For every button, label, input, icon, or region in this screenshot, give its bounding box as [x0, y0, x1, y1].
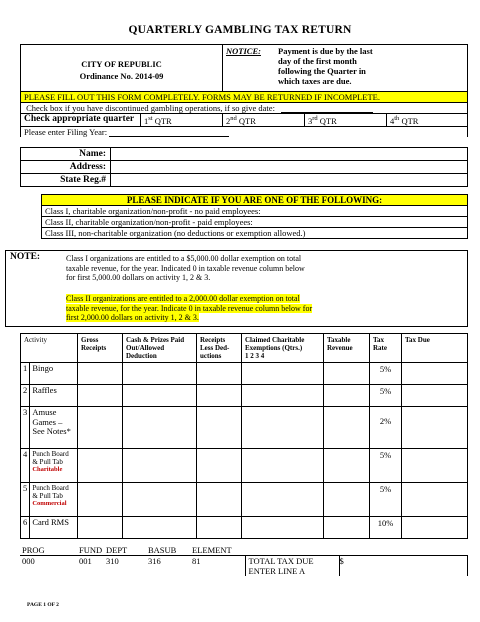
tax-due-cell[interactable] — [402, 517, 468, 539]
class-3-option[interactable]: Class III, non-charitable organization (no deductions or exemption allowed.) — [42, 228, 468, 239]
notice-line: Payment is due by the last — [278, 46, 373, 56]
cash-prizes-cell[interactable] — [123, 407, 197, 449]
table-row — [21, 449, 468, 483]
row-number: 2 — [21, 385, 30, 407]
city-name: CITY OF REPUBLIC — [81, 59, 162, 69]
table-row — [21, 483, 468, 517]
tax-rate-cell: 2% — [370, 407, 402, 449]
notice-label: NOTICE: — [226, 46, 261, 56]
receipts-less-cell[interactable] — [197, 407, 242, 449]
taxable-cell[interactable] — [324, 483, 370, 517]
class-header: PLEASE INDICATE IF YOU ARE ONE OF THE FOLLOWING: — [42, 195, 468, 206]
claimed-cell[interactable] — [242, 449, 324, 483]
acct-value: 81 — [192, 556, 201, 566]
name-label: Name: — [21, 148, 111, 161]
notice-line: day of the first month — [278, 56, 357, 66]
address-label: Address: — [21, 161, 111, 174]
cash-prizes-cell[interactable] — [123, 385, 197, 407]
acct-value: 310 — [106, 556, 119, 566]
table-row — [21, 385, 468, 407]
row-number: 1 — [21, 363, 30, 385]
row-number: 3 — [21, 407, 30, 449]
table-row — [21, 363, 468, 385]
tax-due-cell[interactable] — [402, 483, 468, 517]
cash-prizes-cell[interactable] — [123, 483, 197, 517]
taxable-cell[interactable] — [324, 449, 370, 483]
col-tax-rate: Tax Rate — [370, 334, 402, 363]
tax-rate-cell: 5% — [370, 385, 402, 407]
col-cash-prizes: Cash & Prizes Paid Out/Allowed Deduction — [123, 334, 197, 363]
tax-rate-cell: 10% — [370, 517, 402, 539]
state-reg-field[interactable] — [111, 174, 468, 187]
cash-prizes-cell[interactable] — [123, 449, 197, 483]
cash-prizes-cell[interactable] — [123, 363, 197, 385]
gross-receipts-cell[interactable] — [78, 407, 123, 449]
activity-name: Amuse Games – See Notes* — [30, 407, 78, 449]
activity-name: Punch Board & Pull Tab Charitable — [30, 449, 78, 483]
activity-table — [20, 333, 468, 539]
claimed-cell[interactable] — [242, 363, 324, 385]
receipts-less-cell[interactable] — [197, 385, 242, 407]
notice-line: following the Quarter in — [278, 66, 366, 76]
activity-name: Raffles — [30, 385, 78, 407]
note-class-1 — [66, 254, 366, 283]
claimed-cell[interactable] — [242, 517, 324, 539]
note-line: taxable revenue, for the year. Indicate 0 in taxable revenue column below for — [66, 303, 313, 313]
note-line: taxable revenue, for the year. Indicated 0 in taxable revenue column below — [66, 263, 305, 273]
form-title: QUARTERLY GAMBLING TAX RETURN — [128, 24, 352, 36]
class-2-option[interactable]: Class II, charitable organization/non-profit - paid employees: — [42, 217, 468, 228]
gross-receipts-cell[interactable] — [78, 449, 123, 483]
note-line: Class II organizations are entitled to a 2,000.00 dollar exemption on total — [66, 294, 300, 303]
quarter-1-box[interactable]: 1st QTR — [141, 114, 223, 127]
gross-receipts-cell[interactable] — [78, 483, 123, 517]
page-footer: PAGE 1 OF 2 — [27, 602, 59, 608]
row-number: 6 — [21, 517, 30, 539]
acct-value: 316 — [148, 556, 161, 566]
notice-line: which taxes are due. — [278, 76, 352, 86]
note-line: for first 5,000.00 dollars on activity 1, 2 & 3. — [66, 273, 211, 282]
name-field[interactable] — [111, 148, 468, 161]
activity-name: Card RMS — [30, 517, 78, 539]
col-tax-due: Tax Due — [402, 334, 468, 363]
quarter-2-box[interactable]: 2nd QTR — [223, 114, 305, 127]
row-number: 5 — [21, 483, 30, 517]
class-1-option[interactable]: Class I, charitable organization/non-profit - no paid employees: — [42, 206, 468, 217]
taxable-cell[interactable] — [324, 385, 370, 407]
gross-receipts-cell[interactable] — [78, 363, 123, 385]
note-label: NOTE: — [10, 252, 41, 262]
state-reg-label: State Reg.# — [21, 174, 111, 187]
col-gross-receipts: Gross Receipts — [78, 334, 123, 363]
receipts-less-cell[interactable] — [197, 483, 242, 517]
account-codes-table — [20, 545, 468, 576]
acct-header: DEPT — [106, 545, 148, 556]
info-table — [20, 147, 468, 187]
taxable-cell[interactable] — [324, 517, 370, 539]
taxable-cell[interactable] — [324, 407, 370, 449]
total-tax-due-field[interactable] — [339, 556, 468, 577]
gross-receipts-cell[interactable] — [78, 517, 123, 539]
address-field[interactable] — [111, 161, 468, 174]
note-line: first 2,000.00 dollars on activity 1, 2 & 3. — [66, 313, 199, 322]
note-class-2 — [66, 294, 366, 323]
claimed-cell[interactable] — [242, 385, 324, 407]
taxable-cell[interactable] — [324, 363, 370, 385]
tax-rate-cell: 5% — [370, 363, 402, 385]
total-tax-due-label: TOTAL TAX DUE ENTER LINE A — [245, 556, 339, 577]
city-block — [21, 45, 223, 92]
class-table — [41, 194, 468, 239]
fill-out-notice: PLEASE FILL OUT THIS FORM COMPLETELY. FORMS MAY BE RETURNED IF INCOMPLETE. — [21, 92, 468, 103]
filing-year-field[interactable] — [109, 129, 229, 137]
discontinued-label: Check box if you have discontinued gambling operations, if so give date: — [26, 103, 275, 113]
tax-due-cell[interactable] — [402, 363, 468, 385]
tax-due-cell[interactable] — [402, 449, 468, 483]
quarter-4-box[interactable]: 4th QTR — [387, 114, 468, 127]
activity-tag: Commercial — [32, 500, 67, 507]
header-table — [20, 44, 468, 137]
dollar-sign: $ — [339, 556, 344, 566]
discontinued-row — [21, 103, 468, 114]
col-activity: Activity — [21, 334, 78, 363]
table-row — [21, 407, 468, 449]
cash-prizes-cell[interactable] — [123, 517, 197, 539]
check-quarter-label: Check appropriate quarter — [21, 114, 141, 127]
quarter-3-box[interactable]: 3rd QTR — [305, 114, 387, 127]
notice-block — [223, 45, 468, 92]
filing-year-label: Please enter Filing Year: — [24, 126, 108, 137]
row-number: 4 — [21, 449, 30, 483]
tax-rate-cell: 5% — [370, 483, 402, 517]
col-receipts-less: Receipts Less Ded-uctions — [197, 334, 242, 363]
receipts-less-cell[interactable] — [197, 363, 242, 385]
acct-header: PROG — [20, 545, 79, 556]
acct-value: 001 — [79, 556, 92, 566]
tax-rate-cell: 5% — [370, 449, 402, 483]
activity-tag: Charitable — [32, 466, 63, 473]
acct-header: BASUB — [148, 545, 192, 556]
acct-value: 000 — [22, 556, 35, 566]
activity-name: Punch Board & Pull Tab Commercial — [30, 483, 78, 517]
note-block — [5, 250, 468, 327]
col-claimed-exemptions: Claimed Charitable Exemptions (Qtrs.) 1 2 3 4 — [242, 334, 324, 363]
table-row — [21, 517, 468, 539]
claimed-cell[interactable] — [242, 483, 324, 517]
activity-name: Bingo — [30, 363, 78, 385]
acct-header: FUND — [79, 545, 106, 556]
tax-due-cell[interactable] — [402, 407, 468, 449]
acct-header: ELEMENT — [192, 545, 245, 556]
col-taxable-revenue: Taxable Revenue — [324, 334, 370, 363]
discontinued-date-field[interactable] — [281, 105, 373, 113]
note-line: Class I organizations are entitled to a $5,000.00 dollar exemption on total — [66, 254, 302, 263]
claimed-cell[interactable] — [242, 407, 324, 449]
ordinance-number: Ordinance No. 2014-09 — [79, 71, 164, 81]
receipts-less-cell[interactable] — [197, 449, 242, 483]
gross-receipts-cell[interactable] — [78, 385, 123, 407]
filing-year-row — [21, 126, 468, 137]
receipts-less-cell[interactable] — [197, 517, 242, 539]
tax-due-cell[interactable] — [402, 385, 468, 407]
